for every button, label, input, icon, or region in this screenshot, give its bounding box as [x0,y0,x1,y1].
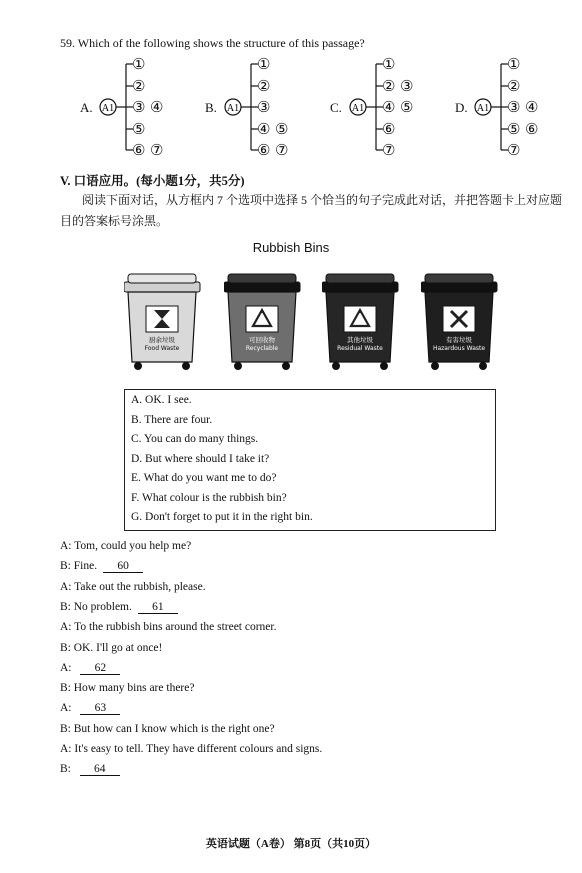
structure-node: ⑥ [132,143,146,159]
structure-node: ② [132,79,146,95]
answer-blank[interactable]: 61 [138,601,178,614]
speaker: B: [60,682,74,695]
structure-node: ② [382,79,396,95]
answer-blank[interactable]: 64 [80,763,120,776]
option-letter: D. [455,100,468,115]
dialogue-text: How many bins are there? [73,682,195,695]
rubbish-bin [421,270,501,375]
dialogue-text: Tom, could you help me? [74,540,192,552]
speaker: B: [60,641,74,654]
dialogue-line [60,601,178,614]
root-node-label: A1 [476,103,490,114]
dialogue-text: To the rubbish bins around the street corner. [74,621,277,634]
bin-label-cn: 厨余垃圾 [149,336,175,344]
speaker: A: [60,743,75,755]
dialogue-text: OK. I'll go at once! [73,641,163,654]
answer-blank[interactable]: 60 [103,560,143,573]
structure-node: ① [382,57,396,73]
structure-node: ⑦ [150,143,164,159]
dialogue-text: But how can I know which is the right one? [73,722,275,735]
bin-label-en: Recyclable [245,345,279,352]
root-node-label: A1 [351,103,365,114]
rubbish-bin [124,270,204,375]
choices-box [124,389,496,531]
dialogue-text: Take out the rubbish, please. [74,580,206,593]
structure-node: ⑦ [275,143,289,159]
structure-node: ⑤ [400,100,414,116]
choice-option: B. There are four. [131,413,213,426]
structure-node: ⑤ [132,122,146,138]
speaker: B: [60,600,74,613]
dialogue-text: Fine. [73,560,98,573]
speaker: A: [60,661,75,674]
dialogue-text: No problem. [73,600,132,613]
speaker: A: [60,580,75,593]
dialogue-line [60,662,120,675]
bin-label-cn: 可回收物 [249,336,275,344]
structure-node: ⑥ [525,122,539,138]
structure-node: ④ [150,100,164,116]
structure-node: ⑦ [507,143,521,159]
structure-node: ④ [525,100,539,116]
speaker: B: [60,560,74,573]
root-node-label: A1 [226,103,240,114]
choice-option: D. But where should I take it? [131,452,270,465]
speaker: A: [60,702,75,715]
choice-option: A. OK. I see. [131,394,192,406]
dialogue-line [60,642,162,654]
bin-label-en: Residual Waste [337,345,383,352]
dialogue-line [60,763,120,776]
speaker: B: [60,722,74,735]
section-heading: V. 口语应用。(每小题1分，共5分) [60,174,245,188]
structure-node: ① [132,57,146,73]
structure-node: ② [507,79,521,95]
dialogue-line [60,540,191,552]
choice-option: C. You can do many things. [131,433,259,445]
speaker: A: [60,540,75,552]
structure-node: ② [257,79,271,95]
dialogue-line [60,743,322,755]
page-footer: 英语试题（A卷） 第8页（共10页） [205,838,377,850]
section-instruction: 阅读下面对话，从方框内 7 个选项中选择 5 个恰当的句子完成此对话，并把答题卡上对应题目的答案标号涂黑。 [60,193,563,228]
choice-option: G. Don't forget to put it in the right bin. [131,511,313,523]
answer-blank[interactable]: 62 [80,662,120,675]
bin-label-cn: 有害垃圾 [446,336,472,344]
structure-node: ⑦ [382,143,396,159]
dialogue-line [60,621,276,633]
dialogue-line [60,702,120,715]
option-letter: A. [80,100,93,115]
bin-label-en: Hazardous Waste [432,345,486,352]
dialogue-line [60,682,194,694]
choice-option: E. What do you want me to do? [131,472,277,484]
structure-node: ③ [132,100,146,116]
question-59-text: 59. Which of the following shows the structure of this passage? [60,36,365,50]
structure-node: ⑤ [275,122,289,138]
option-letter: B. [205,100,217,115]
root-node-label: A1 [101,103,115,114]
dialogue-text: It's easy to tell. They have different colours and signs. [74,743,323,755]
structure-node: ④ [382,100,396,116]
dialogue-line [60,723,275,735]
speaker: A: [60,621,75,634]
rubbish-bin [322,270,402,375]
structure-node: ③ [257,100,271,116]
structure-node: ① [257,57,271,73]
structure-node: ⑥ [257,143,271,159]
bin-label-en: Food Waste [144,345,180,352]
dialogue-line [60,581,206,593]
bins-title: Rubbish Bins [252,240,330,255]
structure-node: ④ [257,122,271,138]
structure-node: ⑤ [507,122,521,138]
choice-option: F. What colour is the rubbish bin? [131,491,287,504]
structure-node: ③ [400,79,414,95]
structure-node: ① [507,57,521,73]
rubbish-bin [224,270,304,375]
answer-blank[interactable]: 63 [80,702,120,715]
option-letter: C. [330,100,342,115]
bin-label-cn: 其他垃圾 [347,336,373,344]
dialogue-line [60,560,143,573]
structure-node: ③ [507,100,521,116]
structure-node: ⑥ [382,122,396,138]
speaker: B: [60,763,74,776]
